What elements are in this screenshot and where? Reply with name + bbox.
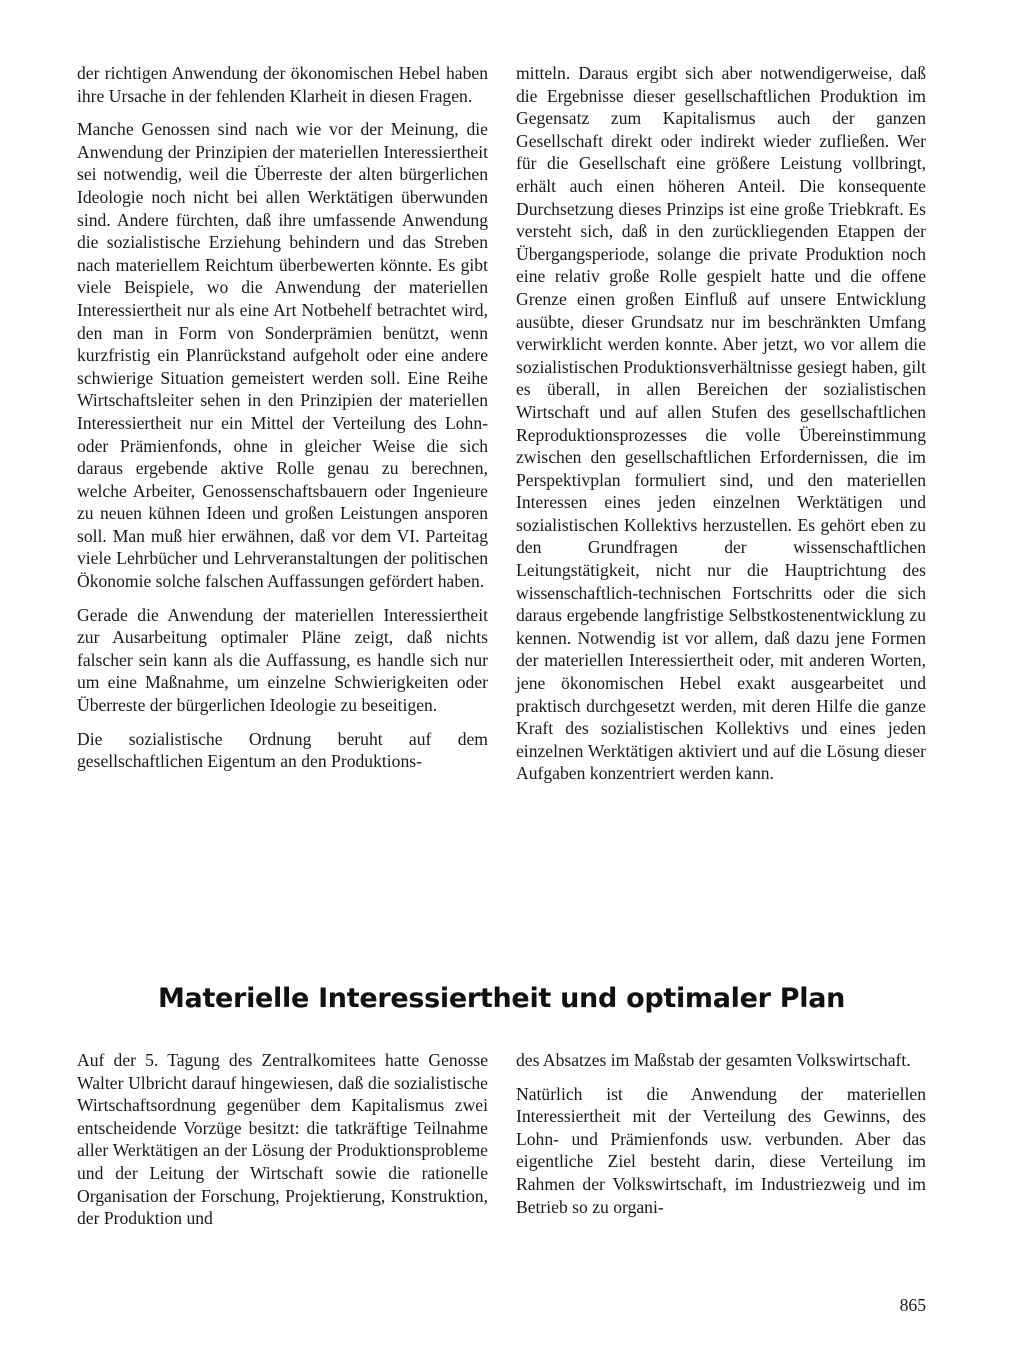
paragraph: mitteln. Daraus ergibt sich aber notwendigerweise, daß die Ergebnisse dieser gesellschaftlichen Produktion im Gegensatz zum Kapitalismus auch der ganzen Gesellschaft direkt oder indirekt wieder zufließen. Wer für die Gesellschaft eine größere Leistung vollbringt, erhält auch einen höheren Anteil. Die konsequente Durchsetzung dieses Prinzips ist eine große Triebkraft. Es versteht sich, daß in den zurückliegenden Etappen der Übergangsperiode, solange die private Produktion noch eine relativ große Rolle gespielt hatte und die offene Grenze einen großen Einfluß auf unsere Entwicklung ausübte, dieser Grundsatz nur im beschränkten Umfang verwirklicht werden konnte. Aber jetzt, wo vor allem die sozialistischen Produktionsverhältnisse gesiegt haben, gilt es überall, in allen Bereichen der sozialistischen Wirtschaft und auf allen Stufen des gesellschaftlichen Reproduktionsprozesses die volle Übereinstimmung zwischen den gesellschaftlichen Erfordernissen, die im Perspektivplan formuliert sind, und den materiellen Interessen eines jeden einzelnen Werktätigen und sozialistischen Kollektivs herzustellen. Es gehört eben zu den Grundfragen der wissenschaftlichen Leitungstätigkeit, nicht nur die Hauptrichtung des wissenschaftlich-technischen Fortschritts oder die sich daraus ergebende langfristige Selbstkostenentwicklung zu kennen. Notwendig ist vor allem, daß dazu jene Formen der materiellen Interessiertheit oder, mit anderen Worten, jene ökonomischen Hebel exakt ausgearbeitet und praktisch durchgesetzt werden, mit deren Hilfe die ganze Kraft des sozialistischen Kollektivs und eines jeden einzelnen Werktätigen aktiviert und auf die Lösung dieser Aufgaben konzentriert werden kann. (516, 63, 926, 784)
paragraph: Manche Genossen sind nach wie vor der Meinung, die Anwendung der Prinzipien der materiellen Interessiertheit sei notwendig, weil die Überreste der alten bürgerlichen Ideologie noch nicht bei allen Werktätigen überwunden sind. Andere fürchten, daß ihre umfassende Anwendung die sozialistische Erziehung behindern und das Streben nach materiellem Reichtum überbewerten könnte. Es gibt viele Beispiele, wo die Anwendung der materiellen Interessiertheit nur als eine Art Notbehelf betrachtet wird, den man in Form von Sonderprämien benützt, wenn kurzfristig ein Planrückstand aufgeholt oder eine andere schwierige Situation gemeistert werden soll. Eine Reihe Wirtschaftsleiter sehen in den Prinzipien der materiellen Interessiertheit nur ein Mittel der Verteilung des Lohn- oder Prämienfonds, ohne in gleicher Weise die sich daraus ergebende aktive Rolle genau zu berechnen, welche Arbeiter, Genossenschaftsbauern oder Ingenieure zu neuen kühnen Ideen und großen Leistungen ansporen soll. Man muß hier erwähnen, daß vor dem VI. Parteitag viele Lehrbücher und Lehrveranstaltungen der politischen Ökonomie solche falschen Auffassungen gefördert haben. (77, 119, 488, 592)
section-heading: Materielle Interessiertheit und optimaler Plan (157, 983, 846, 1014)
top-right-column (516, 62, 926, 785)
page-number: 865 (899, 1295, 926, 1315)
paragraph: Natürlich ist die Anwendung der materiellen Interessiertheit mit der Verteilung des Gewinns, des Lohn- und Prämienfonds usw. verbunden. Aber das eigentliche Ziel besteht darin, diese Verteilung im Rahmen der Volkswirtschaft, im Industriezweig und im Betrieb so zu organi- (516, 1083, 926, 1217)
bottom-right-column (516, 1049, 926, 1218)
paragraph: Auf der 5. Tagung des Zentralkomitees hatte Genosse Walter Ulbricht darauf hingewiesen, daß die sozialistische Wirtschaftsordnung gegenüber dem Kapitalismus zwei entscheidende Vorzüge besitzt: die tatkräftige Teilnahme aller Werktätigen an der Lösung der Produktionsprobleme und der Leitung der Wirtschaft sowie die rationelle Organisation der Forschung, Projektierung, Konstruktion, der Produktion und (77, 1050, 488, 1229)
bottom-left-column (77, 1049, 488, 1230)
paragraph: Gerade die Anwendung der materiellen Interessiertheit zur Ausarbeitung optimaler Pläne zeigt, daß nichts falscher sein kann als die Auffassung, es handle sich nur um eine Maßnahme, um einzelne Schwierigkeiten oder Überreste der bürgerlichen Ideologie zu beseitigen. (77, 604, 488, 716)
paragraph: Die sozialistische Ordnung beruht auf dem gesellschaftlichen Eigentum an den Produktions- (77, 728, 488, 772)
top-left-column (77, 62, 488, 773)
paragraph: der richtigen Anwendung der ökonomischen Hebel haben ihre Ursache in der fehlenden Klarheit in diesen Fragen. (77, 63, 488, 106)
paragraph: des Absatzes im Maßstab der gesamten Volkswirtschaft. (516, 1050, 911, 1070)
